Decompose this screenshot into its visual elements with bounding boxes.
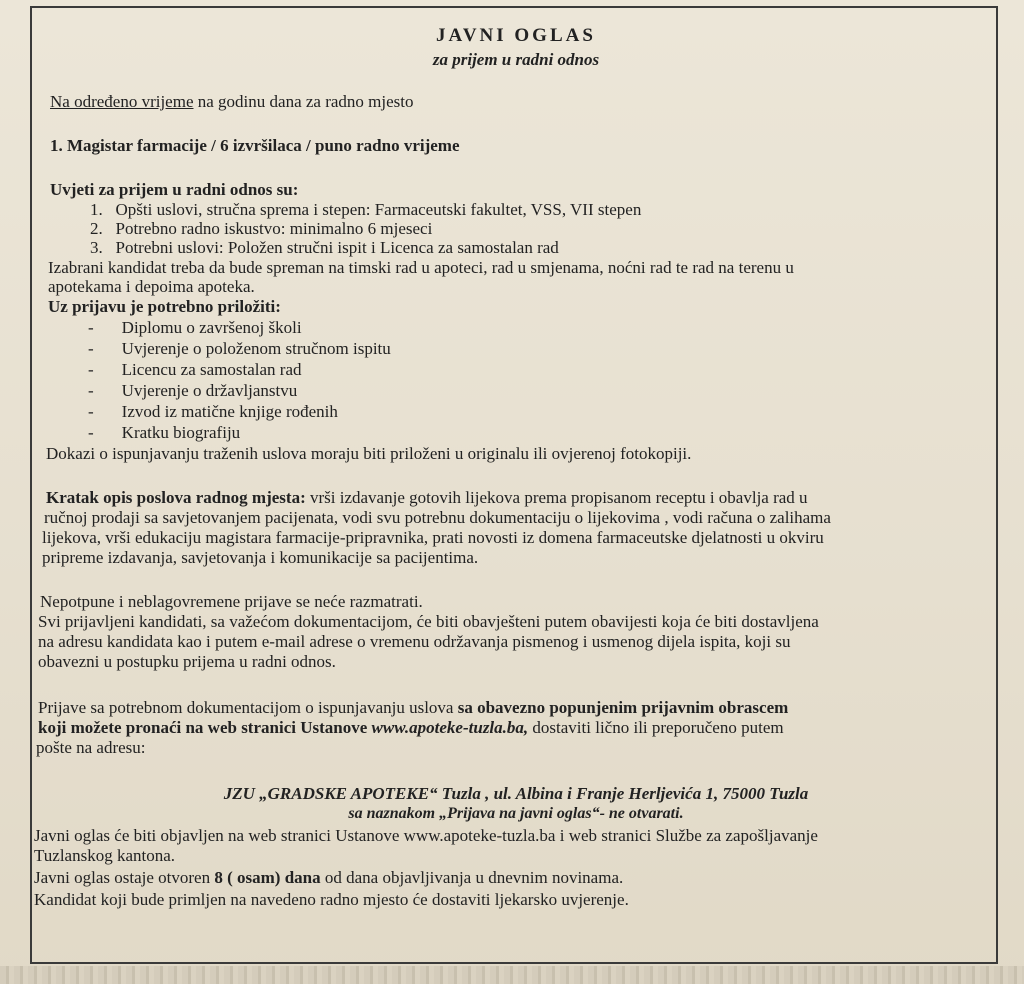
newsprint-edge xyxy=(0,966,1024,984)
medical-note: Kandidat koji bude primljen na navedeno radno mjesto će dostaviti ljekarsko uvjerenje. xyxy=(34,890,629,909)
description-line: pripreme izdavanja, savjetovanja i komunikacije sa pacijentima. xyxy=(42,548,479,567)
conditions-note: apotekama i depoima apoteka. xyxy=(48,277,255,296)
condition-item: 1. Opšti uslovi, stručna sprema i stepen: Farmaceutski fakultet, VSS, VII stepen xyxy=(90,200,642,219)
applications-line: Prijave sa potrebnom dokumentacijom o ispunjavanju uslova sa obavezno popunjenim prijavnim obrascem xyxy=(38,698,789,717)
description-line: ručnoj prodaji sa savjetovanjem pacijenata, vodi svu potrebnu dokumentaciju o lijekovima , vodi računa o zalihama xyxy=(44,508,831,527)
conditions-note: Izabrani kandidat treba da bude spreman na timski rad u apoteci, rad u smjenama, noćni rad te rad na terenu u xyxy=(48,258,794,277)
attachment-item: - Licencu za samostalan rad xyxy=(88,360,302,379)
website-link: www.apoteke-tuzla.ba, xyxy=(371,718,529,737)
applications-line: pošte na adresu: xyxy=(36,738,146,757)
notice-subtitle: za prijem u radni odnos xyxy=(432,50,600,69)
intro-underlined: Na određeno vrijeme xyxy=(50,92,194,111)
publish-line: Tuzlanskog kantona. xyxy=(34,846,176,865)
notice-line: na adresu kandidata kao i putem e-mail adrese o vremenu održavanja pismenog i usmenog dijela ispita, koji su xyxy=(38,632,791,651)
position-title: 1. Magistar farmacije / 6 izvršilaca / puno radno vrijeme xyxy=(50,136,460,155)
attachment-item: - Uvjerenje o položenom stručnom ispitu xyxy=(88,339,391,358)
conditions-heading: Uvjeti za prijem u radni odnos su: xyxy=(50,180,299,199)
attachment-item: - Uvjerenje o državljanstvu xyxy=(88,381,298,400)
address-note: sa naznakom „Prijava na javni oglas“- ne otvarati. xyxy=(348,805,684,822)
notice-line: Svi prijavljeni kandidati, sa važećom dokumentacijom, će biti obavješteni putem obavijesti koja će biti dostavljena xyxy=(38,612,819,631)
intro-rest: na godinu dana za radno mjesto xyxy=(193,92,414,111)
address-line: JZU „GRADSKE APOTEKE“ Tuzla , ul. Albina i Franje Herljevića 1, 75000 Tuzla xyxy=(223,784,809,803)
notice-line: obavezni u postupku prijema u radni odnos. xyxy=(38,652,336,671)
job-notice xyxy=(30,6,998,964)
condition-item: 2. Potrebno radno iskustvo: minimalno 6 mjeseci xyxy=(90,219,433,238)
open-period-line: Javni oglas ostaje otvoren 8 ( osam) dana od dana objavljivanja u dnevnim novinama. xyxy=(34,868,624,887)
description-label: Kratak opis poslova radnog mjesta: xyxy=(46,488,306,507)
publish-line: Javni oglas će biti objavljen na web stranici Ustanove www.apoteke-tuzla.ba i web stranici Službe za zapošljavanje xyxy=(34,826,818,845)
attachment-item: - Diplomu o završenoj školi xyxy=(88,318,302,337)
applications-line: koji možete pronaći na web stranici Ustanove www.apoteke-tuzla.ba, dostaviti lično ili preporučeno putem xyxy=(38,718,784,737)
attachments-heading: Uz prijavu je potrebno priložiti: xyxy=(48,297,281,316)
notice-title: JAVNI OGLAS xyxy=(436,25,596,46)
condition-item: 3. Potrebni uslovi: Položen stručni ispit i Licenca za samostalan rad xyxy=(90,238,559,257)
intro-line xyxy=(50,92,414,112)
proof-note: Dokazi o ispunjavanju traženih uslova moraju biti priloženi u originalu ili ovjerenoj fotokopiji. xyxy=(46,444,692,463)
incomplete-note: Nepotpune i neblagovremene prijave se neće razmatrati. xyxy=(40,592,423,611)
attachment-item: - Izvod iz matične knjige rođenih xyxy=(88,402,338,421)
attachment-item: - Kratku biografiju xyxy=(88,423,241,442)
description-line: Kratak opis poslova radnog mjesta: vrši izdavanje gotovih lijekova prema propisanom receptu i obavlja rad u xyxy=(46,488,808,507)
description-line: lijekova, vrši edukaciju magistara farmacije-pripravnika, prati novosti iz domena farmaceutske djelatnosti u okviru xyxy=(42,528,824,547)
